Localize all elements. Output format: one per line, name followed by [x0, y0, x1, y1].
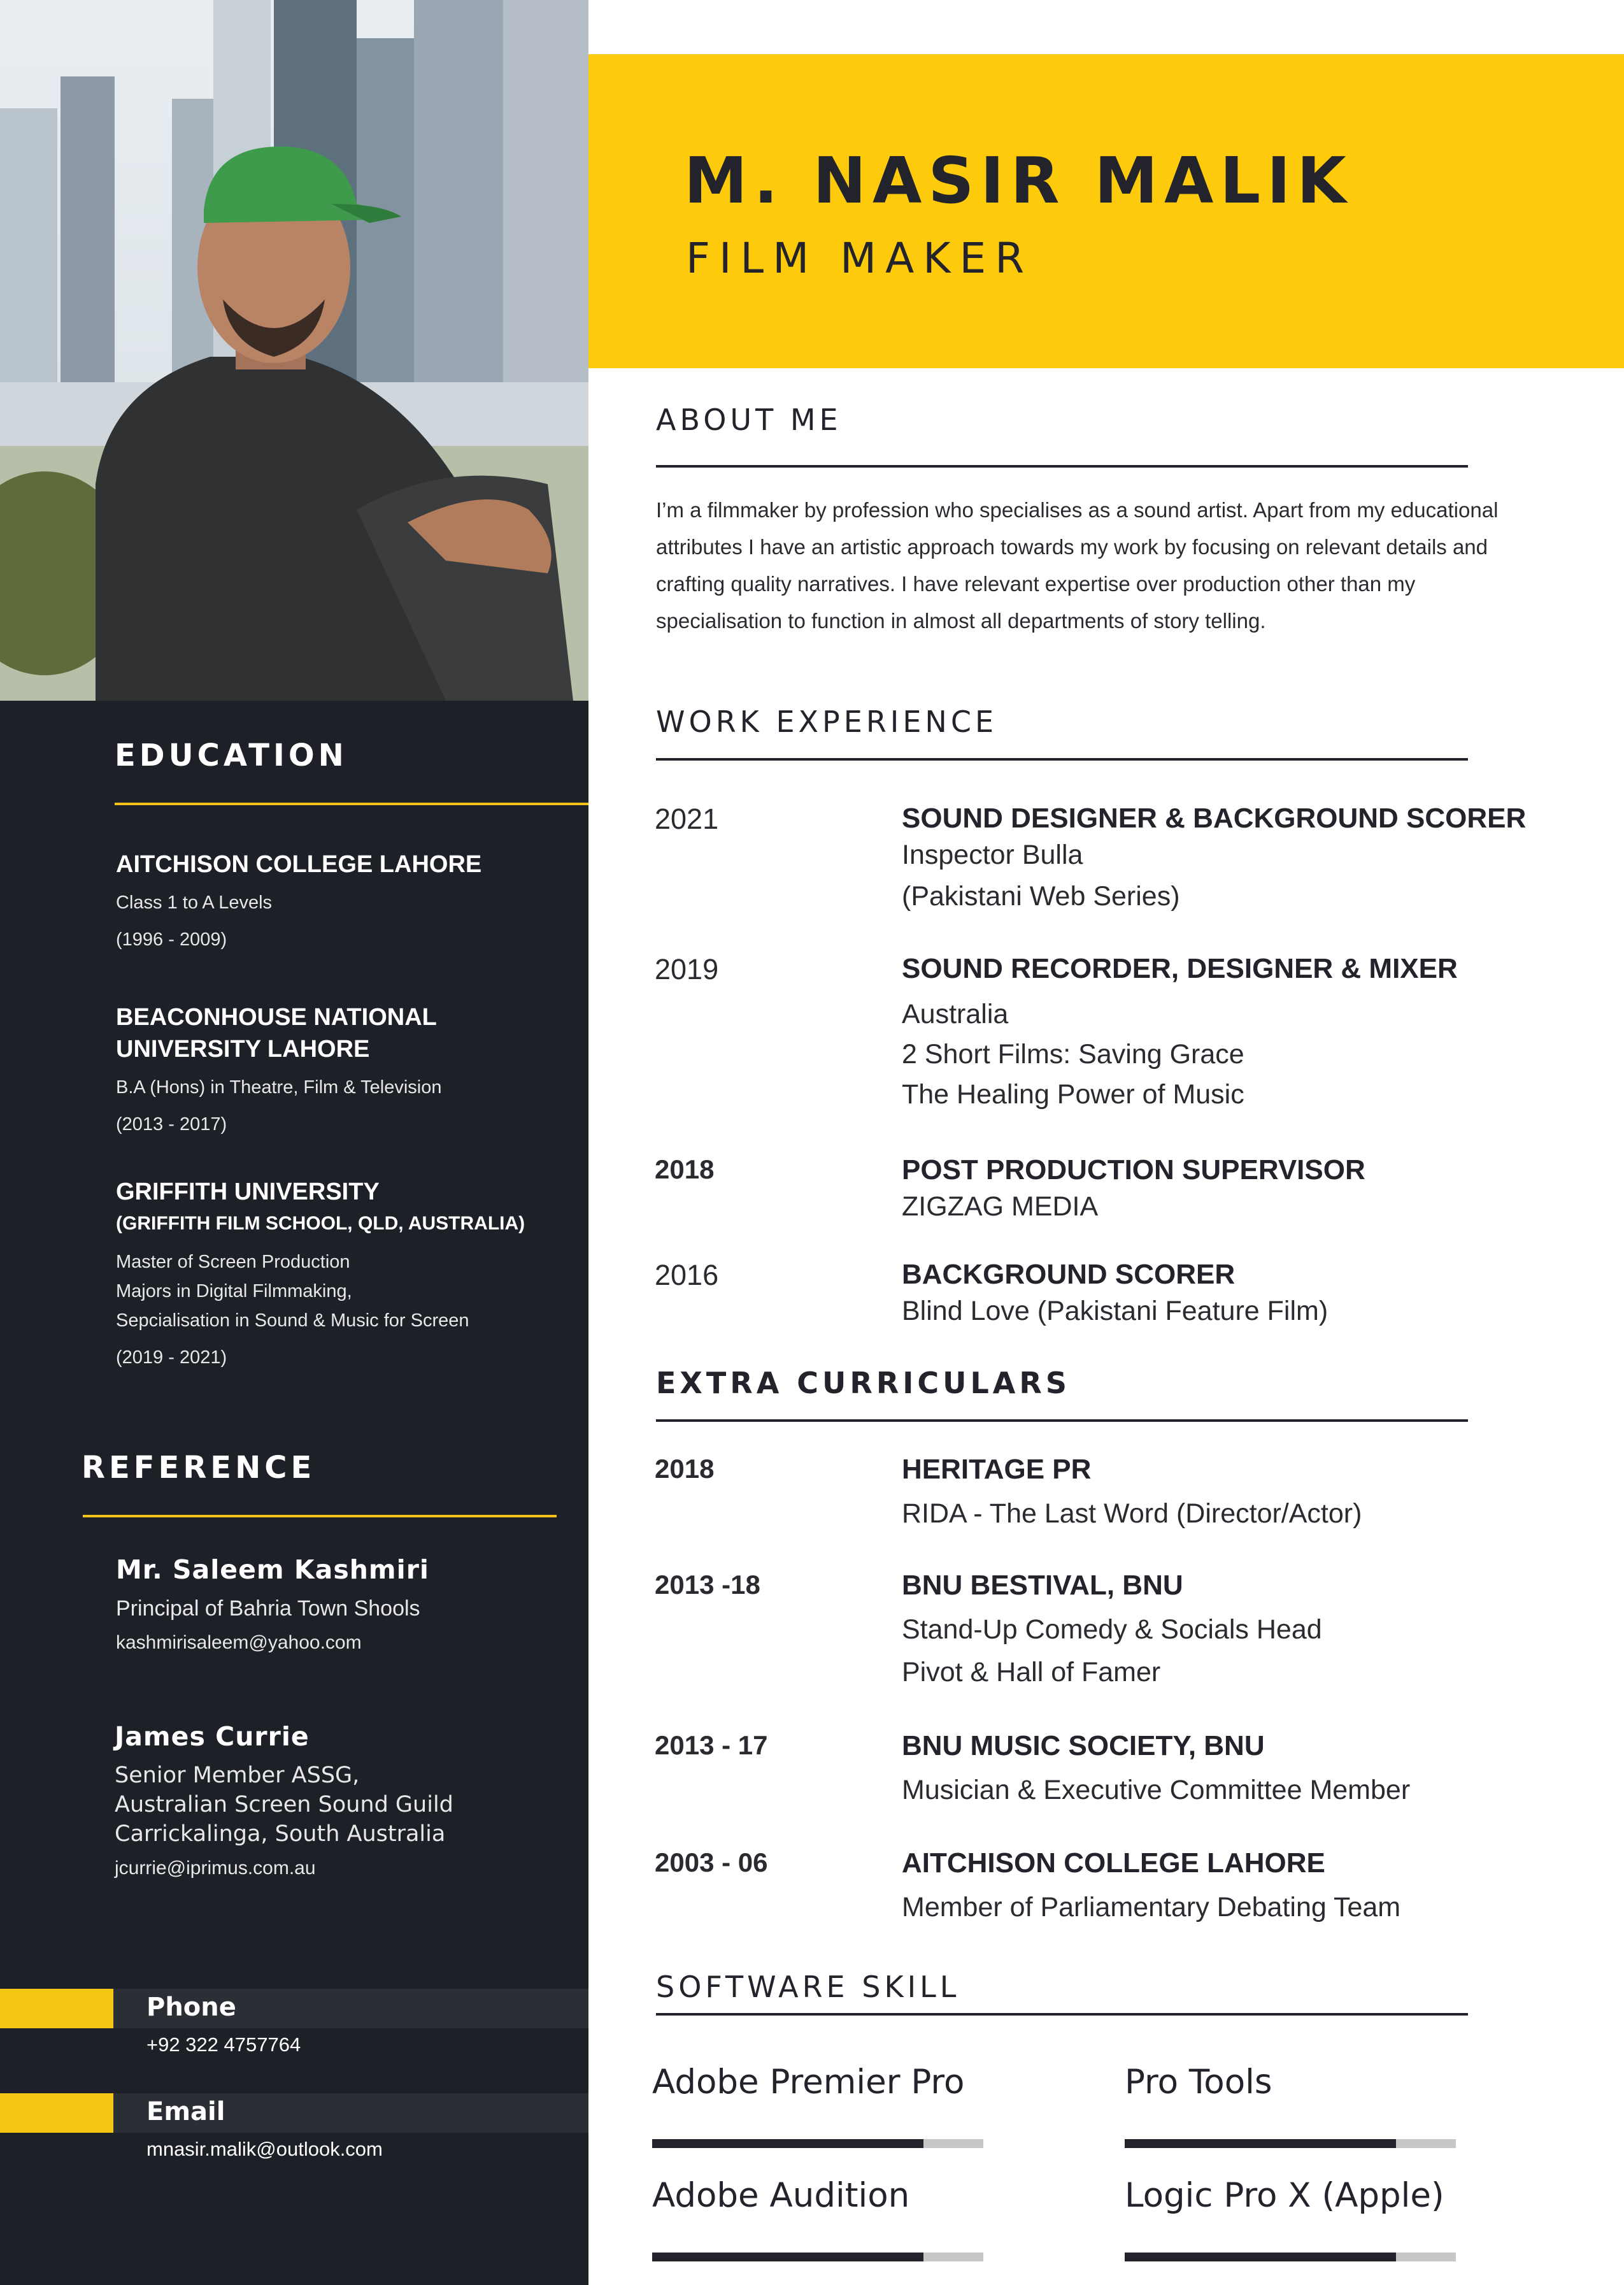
skills-heading: SOFTWARE SKILL	[656, 1970, 960, 2004]
skill-bar-fill	[652, 2139, 923, 2148]
education-detail: B.A (Hons) in Theatre, Film & Television	[116, 1077, 442, 1098]
work-detail: Inspector Bulla	[902, 840, 1083, 870]
email-label: Email	[146, 2097, 225, 2126]
extra-year: 2003 - 06	[655, 1847, 768, 1877]
extra-detail: Musician & Executive Committee Member	[902, 1775, 1411, 1805]
reference-title: Carrickalinga, South Australia	[115, 1821, 446, 1847]
education-detail: Master of Screen Production	[116, 1252, 350, 1272]
extra-title: HERITAGE PR	[902, 1454, 1092, 1485]
work-title: SOUND DESIGNER & BACKGROUND SCORER	[902, 803, 1527, 834]
profile-photo-illustration	[0, 0, 588, 701]
education-rule	[115, 803, 588, 805]
education-school-sub: (GRIFFITH FILM SCHOOL, QLD, AUSTRALIA)	[116, 1213, 525, 1234]
work-detail: ZIGZAG MEDIA	[902, 1191, 1099, 1222]
work-title: POST PRODUCTION SUPERVISOR	[902, 1154, 1365, 1185]
work-detail: Australia	[902, 999, 1009, 1029]
extra-detail: Member of Parliamentary Debating Team	[902, 1892, 1401, 1923]
education-item	[116, 1176, 562, 1372]
skill-name: Adobe Premier Pro	[652, 2063, 965, 2102]
education-detail: Majors in Digital Filmmaking,	[116, 1281, 352, 1301]
reference-name: James Currie	[115, 1721, 310, 1752]
reference-name: Mr. Saleem Kashmiri	[116, 1554, 429, 1585]
extra-title: BNU BESTIVAL, BNU	[902, 1570, 1183, 1601]
reference-item	[116, 1554, 574, 1654]
education-item	[116, 849, 562, 954]
skill-name: Pro Tools	[1125, 2063, 1272, 2102]
work-year: 2016	[655, 1259, 719, 1291]
phone-label: Phone	[146, 1993, 236, 2022]
extra-year: 2013 -18	[655, 1570, 760, 1600]
person-name: M. NASIR MALIK	[684, 143, 1353, 218]
work-detail: Blind Love (Pakistani Feature Film)	[902, 1296, 1328, 1326]
extra-detail: Pivot & Hall of Famer	[902, 1657, 1161, 1687]
work-heading: WORK EXPERIENCE	[656, 705, 998, 739]
skill-bar	[1125, 2139, 1456, 2148]
about-heading: ABOUT ME	[656, 403, 842, 437]
work-year: 2021	[655, 803, 719, 835]
skill-bar	[652, 2139, 983, 2148]
extra-detail: RIDA - The Last Word (Director/Actor)	[902, 1498, 1362, 1529]
education-school-line2: UNIVERSITY LAHORE	[116, 1036, 370, 1063]
education-school: GRIFFITH UNIVERSITY	[116, 1178, 380, 1205]
skill-item	[652, 2063, 983, 2102]
email-value[interactable]: mnasir.malik@outlook.com	[146, 2138, 383, 2160]
reference-title: Senior Member ASSG,	[115, 1763, 360, 1788]
skill-bar	[1125, 2253, 1456, 2261]
email-accent	[0, 2093, 113, 2133]
extra-title: BNU MUSIC SOCIETY, BNU	[902, 1730, 1265, 1761]
skill-bar	[652, 2253, 983, 2261]
work-title: SOUND RECORDER, DESIGNER & MIXER	[902, 953, 1458, 984]
work-year: 2019	[655, 953, 719, 985]
about-line: I’m a filmmaker by profession who specialises as a sound artist. Apart from my educational	[656, 498, 1499, 522]
reference-title: Australian Screen Sound Guild	[115, 1792, 453, 1817]
about-line: attributes I have an artistic approach towards my work by focusing on relevant details and	[656, 535, 1488, 559]
extra-heading: EXTRA CURRICULARS	[656, 1366, 1071, 1400]
reference-email[interactable]: kashmirisaleem@yahoo.com	[116, 1632, 362, 1653]
work-rule	[656, 758, 1468, 761]
about-line: specialisation to function in almost all departments of story telling.	[656, 609, 1266, 633]
sidebar	[0, 701, 588, 2285]
education-heading: EDUCATION	[115, 738, 348, 773]
skill-name: Adobe Audition	[652, 2176, 910, 2215]
skill-bar-fill	[652, 2253, 923, 2261]
extra-year: 2013 - 17	[655, 1730, 768, 1760]
extra-title: AITCHISON COLLEGE LAHORE	[902, 1847, 1325, 1879]
reference-rule	[83, 1515, 557, 1517]
phone-value[interactable]: +92 322 4757764	[146, 2033, 301, 2056]
extra-rule	[656, 1419, 1468, 1422]
skill-item	[652, 2176, 983, 2215]
skill-bar-fill	[1125, 2253, 1396, 2261]
education-school: BEACONHOUSE NATIONAL	[116, 1004, 437, 1031]
work-detail: The Healing Power of Music	[902, 1079, 1244, 1110]
reference-item	[115, 1721, 573, 1879]
person-role: FILM MAKER	[686, 234, 1034, 283]
header-band	[588, 54, 1624, 368]
work-title: BACKGROUND SCORER	[902, 1259, 1236, 1290]
extra-detail: Stand-Up Comedy & Socials Head	[902, 1614, 1322, 1645]
work-detail: 2 Short Films: Saving Grace	[902, 1039, 1244, 1070]
education-item	[116, 1001, 562, 1139]
education-detail: Sepcialisation in Sound & Music for Screen	[116, 1310, 469, 1331]
skill-item	[1125, 2176, 1456, 2215]
education-detail: Class 1 to A Levels	[116, 892, 273, 913]
about-rule	[656, 465, 1468, 468]
education-school: AITCHISON COLLEGE LAHORE	[116, 851, 482, 878]
skill-item	[1125, 2063, 1456, 2102]
reference-email[interactable]: jcurrie@iprimus.com.au	[115, 1858, 316, 1879]
skill-bar-fill	[1125, 2139, 1396, 2148]
profile-photo	[0, 0, 588, 701]
about-text	[656, 492, 1560, 640]
education-years: (2013 - 2017)	[116, 1114, 227, 1135]
reference-heading: REFERENCE	[82, 1450, 316, 1486]
education-years: (2019 - 2021)	[116, 1347, 227, 1368]
skills-rule	[656, 2013, 1468, 2016]
phone-accent	[0, 1989, 113, 2028]
reference-title: Principal of Bahria Town Shools	[116, 1596, 420, 1621]
education-years: (1996 - 2009)	[116, 929, 227, 950]
work-detail: (Pakistani Web Series)	[902, 881, 1180, 912]
skill-name: Logic Pro X (Apple)	[1125, 2176, 1444, 2215]
work-year: 2018	[655, 1154, 715, 1184]
extra-year: 2018	[655, 1454, 715, 1484]
about-line: crafting quality narratives. I have relevant expertise over production other than my	[656, 572, 1416, 596]
